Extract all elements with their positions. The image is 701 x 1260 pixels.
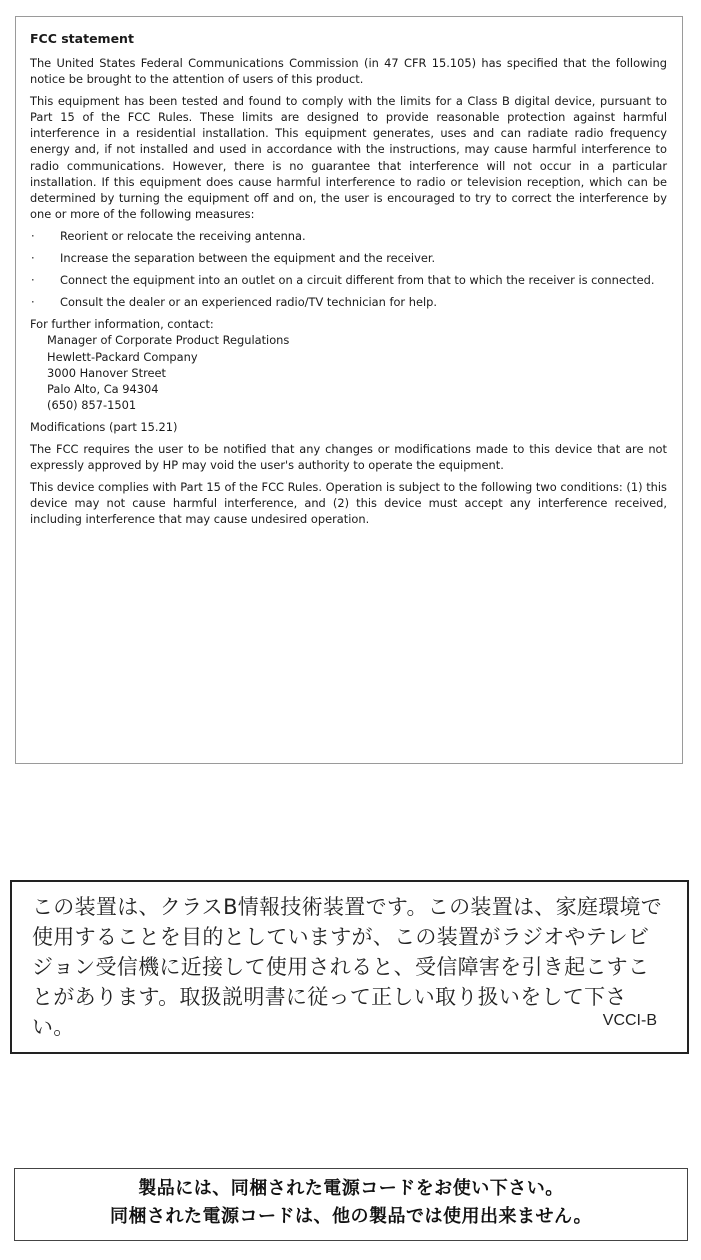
bullet-icon: · [31, 228, 35, 243]
bullet-icon: · [31, 295, 35, 310]
address-line: Palo Alto, Ca 94304 [47, 381, 159, 396]
address-line: (650) 857-1501 [47, 397, 137, 412]
address-line: 3000 Hanover Street [47, 365, 167, 380]
vcci-class-label: VCCI-B [602, 1012, 657, 1029]
vcci-notice-text: この装置は、クラスB情報技術装置です。この装置は、家庭環境で使用することを目的としていますが、この装置がラジオやテレビジョン受信機に近接して使用されると、受信障害を引き起こすことがあります。取扱説明書に従って正しい取り扱いをして下さい。 [32, 895, 663, 1039]
fcc-modifications-paragraph: The FCC requires the user to be notified that any changes or modifications made to this device that are not expressly approved by HP may void the user's authority to operate the equipment. [30, 441, 667, 473]
fcc-part15-paragraph: This device complies with Part 15 of the FCC Rules. Operation is subject to the following two conditions: (1) this device may not cause harmful interference, and (2) this device must accept any interference received, including interference that may cause undesired operation. [30, 480, 667, 527]
bullet-icon: · [31, 273, 35, 288]
bullet-icon: · [31, 251, 35, 266]
contact-address [47, 332, 667, 412]
fcc-compliance-paragraph: This equipment has been tested and found to comply with the limits for a Class B digital device, pursuant to Part 15 of the FCC Rules. These limits are designed to provide reasonable protection against harmful interference in a residential installation. This equipment generates, uses and can radiate radio frequency energy and, if not installed and used in accordance with the instructions, may cause harmful interference to radio communications. However, there is no guarantee that interference will not occur in a particular installation. If this equipment does cause harmful interference to radio or television reception, which can be determined by turning the equipment off and on, the user is encouraged to try to correct the interference by one or more of the following measures: [30, 94, 667, 221]
list-item-text: Reorient or relocate the receiving antenna. [60, 228, 306, 243]
address-line: Hewlett-Packard Company [47, 349, 198, 364]
contact-lead: For further information, contact: [30, 317, 214, 332]
fcc-statement-box [15, 16, 683, 764]
list-item-text: Increase the separation between the equipment and the receiver. [60, 251, 436, 266]
list-item [30, 272, 667, 288]
list-item-text: Connect the equipment into an outlet on a circuit different from that to which the receiver is connected. [60, 273, 655, 288]
list-item [30, 294, 667, 310]
fcc-title: FCC statement [30, 31, 134, 46]
power-cord-notice-box [14, 1168, 688, 1241]
vcci-notice-box [10, 880, 689, 1054]
power-cord-line-2: 同梱された電源コードは、他の製品では使用出来ません。 [109, 1206, 593, 1227]
list-item-text: Consult the dealer or an experienced radio/TV technician for help. [60, 295, 437, 310]
list-item [30, 250, 667, 266]
modifications-heading: Modifications (part 15.21) [30, 419, 178, 434]
address-line: Manager of Corporate Product Regulations [47, 333, 290, 348]
fcc-measures-list [30, 228, 667, 310]
power-cord-line-1: 製品には、同梱された電源コードをお使い下さい。 [138, 1178, 564, 1199]
list-item [30, 228, 667, 244]
fcc-intro-paragraph: The United States Federal Communications Commission (in 47 CFR 15.105) has specified that the following notice be brought to the attention of users of this product. [30, 56, 667, 87]
